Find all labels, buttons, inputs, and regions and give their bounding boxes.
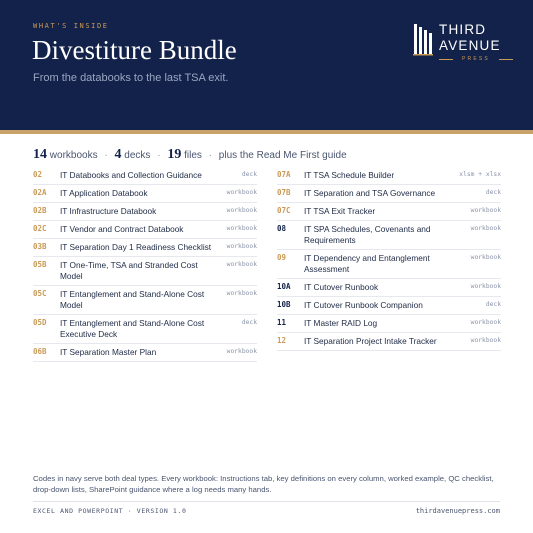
item-name: IT Entanglement and Stand-Alone Cost Model xyxy=(60,289,205,310)
item-code: 05C xyxy=(33,289,47,298)
list-item xyxy=(277,203,501,221)
list-item xyxy=(277,221,501,250)
decks-label: decks xyxy=(124,150,151,161)
summary-separator: · xyxy=(104,150,108,161)
list-item xyxy=(33,185,257,203)
decks-count: 4 xyxy=(114,147,122,162)
gold-divider xyxy=(0,130,533,134)
item-type: workbook xyxy=(470,207,501,214)
page-title: Divestiture Bundle xyxy=(32,35,237,65)
item-type: deck xyxy=(485,301,501,308)
contents-summary xyxy=(33,147,347,163)
item-name: IT Cutover Runbook xyxy=(304,282,379,292)
item-name: IT Infrastructure Databook xyxy=(60,206,157,216)
list-item xyxy=(277,185,501,203)
files-count: 19 xyxy=(167,147,182,162)
item-code: 07A xyxy=(277,170,291,179)
item-code: 05B xyxy=(33,260,47,269)
item-type: workbook xyxy=(226,243,257,250)
list-item xyxy=(277,167,501,185)
header-banner xyxy=(0,0,533,130)
item-type: workbook xyxy=(470,283,501,290)
footer-format-version: EXCEL AND POWERPOINT · VERSION 1.0 xyxy=(33,507,187,515)
summary-separator: · xyxy=(208,150,213,161)
workbooks-label: workbooks xyxy=(49,150,98,161)
item-name: IT Vendor and Contract Databook xyxy=(60,224,184,234)
item-name: IT Entanglement and Stand-Alone Cost Executive Deck xyxy=(60,318,205,339)
eyebrow-label: WHAT'S INSIDE xyxy=(33,22,109,30)
item-type: workbook xyxy=(226,348,257,355)
list-item xyxy=(33,221,257,239)
item-code: 12 xyxy=(277,336,287,345)
list-item xyxy=(277,250,501,279)
list-item xyxy=(277,279,501,297)
list-item xyxy=(277,333,501,351)
workbooks-count: 14 xyxy=(33,147,47,162)
footer-website: thirdavenuepress.com xyxy=(415,507,500,515)
left-item-list xyxy=(33,167,257,362)
list-item xyxy=(33,286,257,315)
item-code: 03B xyxy=(33,242,47,251)
logo-line-2: AVENUE xyxy=(439,38,501,53)
item-code: 07B xyxy=(277,188,291,197)
logo-line-1: THIRD xyxy=(439,22,487,37)
item-name: IT Cutover Runbook Companion xyxy=(304,300,423,310)
item-type: workbook xyxy=(470,337,501,344)
item-name: IT Application Databook xyxy=(60,188,148,198)
item-type: deck xyxy=(485,189,501,196)
item-type: workbook xyxy=(226,225,257,232)
item-type: deck xyxy=(241,171,257,178)
item-type: deck xyxy=(241,319,257,326)
item-type: workbook xyxy=(226,290,257,297)
item-code: 05D xyxy=(33,318,47,327)
item-name: IT Separation Day 1 Readiness Checklist xyxy=(60,242,212,252)
item-code: 10A xyxy=(277,282,291,291)
item-name: IT Dependency and Entanglement Assessment xyxy=(304,253,430,274)
footnote: Codes in navy serve both deal types. Every workbook: Instructions tab, key definitions on every column, worked example, QC checklist, drop-down lists, SharePoint guidance where a log needs many hands. xyxy=(33,474,494,494)
item-code: 11 xyxy=(277,318,287,327)
item-code: 07C xyxy=(277,206,291,215)
readme-note: plus the Read Me First guide xyxy=(218,150,347,161)
item-name: IT TSA Exit Tracker xyxy=(304,206,376,216)
list-item xyxy=(33,239,257,257)
logo-wordmark xyxy=(439,22,513,62)
item-type: workbook xyxy=(470,319,501,326)
item-type: workbook xyxy=(226,189,257,196)
item-type: workbook xyxy=(470,254,501,261)
item-name: IT SPA Schedules, Covenants and Requirements xyxy=(304,224,431,245)
item-name: IT One-Time, TSA and Stranded Cost Model xyxy=(60,260,198,281)
list-item xyxy=(277,315,501,333)
list-item xyxy=(33,167,257,185)
summary-separator: · xyxy=(157,150,161,161)
item-name: IT Separation Project Intake Tracker xyxy=(304,336,437,346)
item-code: 02C xyxy=(33,224,47,233)
item-name: IT Separation and TSA Governance xyxy=(304,188,436,198)
building-columns-icon xyxy=(413,22,435,56)
item-type: workbook xyxy=(226,207,257,214)
item-code: 02B xyxy=(33,206,47,215)
item-code: 02 xyxy=(33,170,43,179)
item-type: workbook xyxy=(470,225,501,232)
item-name: IT Databooks and Collection Guidance xyxy=(60,170,202,180)
item-type: workbook xyxy=(226,261,257,268)
list-item xyxy=(33,315,257,344)
list-item xyxy=(33,344,257,362)
list-item xyxy=(33,257,257,286)
page-subtitle: From the databooks to the last TSA exit. xyxy=(33,72,229,84)
item-name: IT Master RAID Log xyxy=(304,318,378,328)
item-code: 10B xyxy=(277,300,291,309)
item-name: IT Separation Master Plan xyxy=(60,347,157,357)
list-item xyxy=(33,203,257,221)
item-code: 02A xyxy=(33,188,47,197)
right-item-list xyxy=(277,167,501,351)
files-label: files xyxy=(184,150,202,161)
item-code: 09 xyxy=(277,253,287,262)
item-type: xlsm + xlsx xyxy=(459,171,501,178)
logo-line-3: PRESS xyxy=(439,56,513,62)
item-name: IT TSA Schedule Builder xyxy=(304,170,395,180)
list-item xyxy=(277,297,501,315)
item-code: 06B xyxy=(33,347,47,356)
footer-divider xyxy=(33,501,500,502)
item-code: 08 xyxy=(277,224,287,233)
publisher-logo xyxy=(413,22,503,64)
